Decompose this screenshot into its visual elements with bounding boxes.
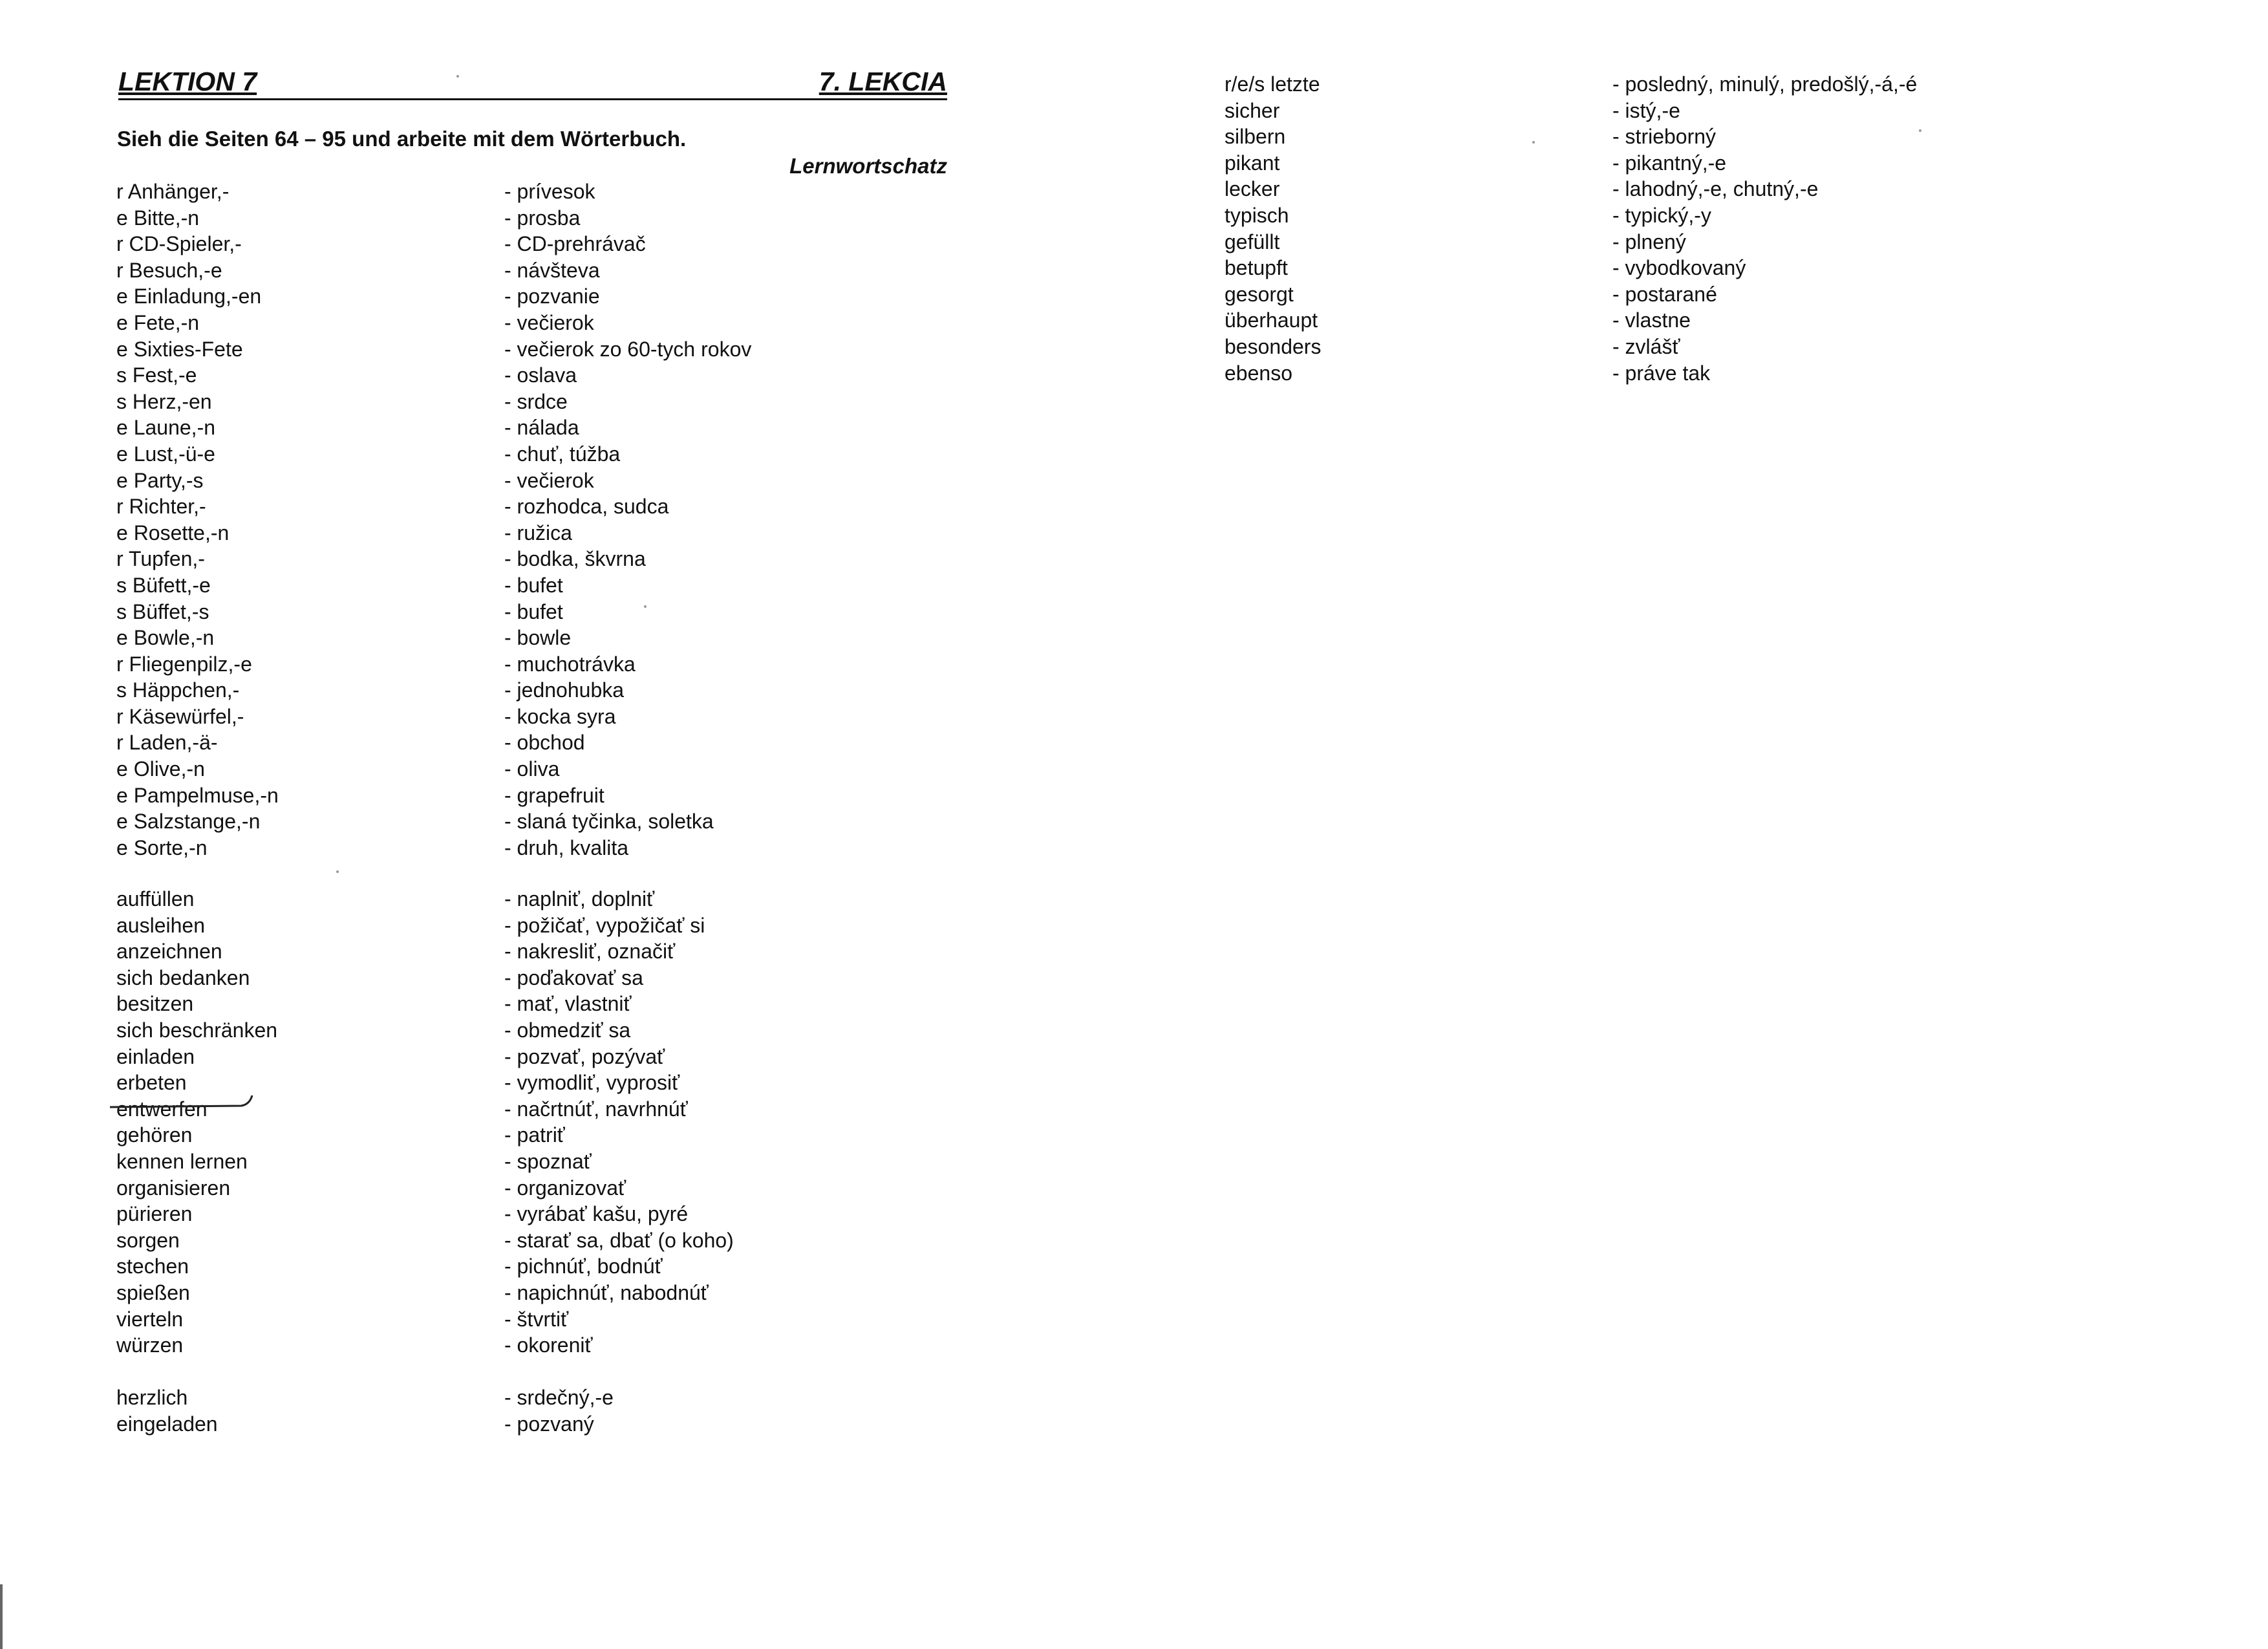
- scan-speck: [456, 75, 459, 78]
- right-page: [1134, 0, 2268, 1649]
- german-term: e Bowle,-n: [116, 626, 215, 650]
- slovak-translation: - okoreniť: [504, 1333, 593, 1357]
- german-term: vierteln: [116, 1307, 184, 1331]
- vocab-row: [116, 520, 840, 546]
- vocab-row: [1225, 307, 2065, 334]
- german-term: sorgen: [116, 1228, 180, 1252]
- german-term: s Häppchen,-: [116, 678, 240, 702]
- lesson-title-slovak: 7. LEKCIA: [818, 67, 947, 96]
- noun-list: [116, 178, 840, 861]
- slovak-translation: - lahodný,-e, chutný,-e: [1612, 177, 1819, 201]
- german-term: sich beschränken: [116, 1018, 278, 1042]
- german-term: gehören: [116, 1123, 193, 1147]
- german-term: e Einladung,-en: [116, 285, 262, 308]
- german-term: e Pampelmuse,-n: [116, 783, 279, 807]
- german-term: r Käsewürfel,-: [116, 704, 244, 728]
- slovak-translation: - obmedziť sa: [504, 1018, 631, 1042]
- slovak-translation: - starať sa, dbať (o koho): [504, 1228, 734, 1252]
- vocab-row: [1225, 150, 2065, 177]
- adjective-adverb-list: [1225, 71, 2065, 386]
- german-term: einladen: [116, 1044, 195, 1068]
- german-term: stechen: [116, 1255, 189, 1278]
- slovak-translation: - večierok zo 60-tych rokov: [504, 337, 752, 361]
- slovak-translation: - bufet: [504, 573, 563, 597]
- slovak-translation: - poďakovať sa: [504, 965, 643, 989]
- vocab-row: [116, 231, 840, 257]
- german-term: sicher: [1225, 98, 1280, 122]
- scan-edge-mark: [0, 1584, 3, 1649]
- slovak-translation: - načrtnúť, navrhnúť: [504, 1097, 688, 1121]
- german-term: s Büffet,-s: [116, 599, 209, 623]
- vocab-row: [1225, 334, 2065, 360]
- german-term: pikant: [1225, 151, 1280, 175]
- vocab-row: [116, 991, 840, 1017]
- german-term: e Olive,-n: [116, 757, 205, 781]
- german-term: überhaupt: [1225, 308, 1318, 332]
- german-term: e Rosette,-n: [116, 521, 230, 544]
- german-term: e Bitte,-n: [116, 206, 200, 230]
- german-term: gefüllt: [1225, 230, 1280, 253]
- slovak-translation: - srdce: [504, 389, 568, 413]
- adjective-list: [116, 1385, 840, 1437]
- slovak-translation: - pichnúť, bodnúť: [504, 1255, 663, 1278]
- slovak-translation: - spoznať: [504, 1149, 592, 1173]
- slovak-translation: - CD-prehrávač: [504, 232, 646, 256]
- german-term: r CD-Spieler,-: [116, 232, 242, 256]
- slovak-translation: - oslava: [504, 363, 577, 387]
- vocab-row: [116, 965, 840, 991]
- vocab-row: [116, 599, 840, 625]
- vocab-row: [116, 1044, 840, 1070]
- vocab-row: [116, 938, 840, 965]
- german-term: s Büfett,-e: [116, 573, 211, 597]
- german-term: auffüllen: [116, 887, 195, 911]
- german-term: e Sorte,-n: [116, 835, 208, 859]
- lesson-title-german: LEKTION 7: [118, 67, 257, 96]
- vocab-row: [116, 441, 840, 468]
- vocab-row: [116, 468, 840, 494]
- slovak-translation: - nálada: [504, 416, 579, 440]
- vocab-row: [1225, 176, 2065, 202]
- vocab-row: [116, 886, 840, 912]
- german-term: herzlich: [116, 1386, 188, 1409]
- slovak-translation: - večierok: [504, 468, 594, 492]
- slovak-translation: - patriť: [504, 1123, 565, 1147]
- vocab-row: [116, 493, 840, 520]
- slovak-translation: - práve tak: [1612, 361, 1711, 385]
- slovak-translation: - posledný, minulý, predošlý,-á,-é: [1612, 72, 1918, 96]
- german-term: r Besuch,-e: [116, 258, 222, 282]
- slovak-translation: - jednohubka: [504, 678, 625, 702]
- german-term: r Richter,-: [116, 495, 206, 519]
- german-term: ausleihen: [116, 913, 205, 937]
- german-term: e Party,-s: [116, 468, 204, 492]
- vocab-row: [116, 415, 840, 441]
- german-term: e Laune,-n: [116, 416, 216, 440]
- slovak-translation: - kocka syra: [504, 704, 616, 728]
- vocab-row: [116, 1332, 840, 1359]
- slovak-translation: - slaná tyčinka, soletka: [504, 810, 714, 834]
- vocab-row: [116, 1175, 840, 1202]
- slovak-translation: - strieborný: [1612, 125, 1717, 149]
- slovak-translation: - bowle: [504, 626, 572, 650]
- german-term: typisch: [1225, 203, 1289, 227]
- slovak-translation: - vyrábať kašu, pyré: [504, 1202, 689, 1226]
- vocab-row: [116, 1385, 840, 1411]
- slovak-translation: - organizovať: [504, 1176, 626, 1200]
- vocab-row: [1225, 255, 2065, 281]
- german-term: e Lust,-ü-e: [116, 442, 215, 466]
- scan-speck: [644, 605, 647, 608]
- slovak-translation: - srdečný,-e: [504, 1386, 614, 1409]
- vocab-row: [116, 546, 840, 572]
- slovak-translation: - vybodkovaný: [1612, 256, 1746, 280]
- section-label: Lernwortschatz: [789, 154, 947, 178]
- german-term: anzeichnen: [116, 940, 222, 964]
- vocab-row: [116, 336, 840, 363]
- vocab-row: [116, 1253, 840, 1280]
- vocab-row: [116, 1017, 840, 1044]
- slovak-translation: - plnený: [1612, 230, 1686, 253]
- german-term: r Anhänger,-: [116, 180, 230, 203]
- header-rule: [118, 98, 947, 100]
- german-term: r Tupfen,-: [116, 547, 205, 571]
- german-term: besitzen: [116, 992, 194, 1016]
- instruction-text: Sieh die Seiten 64 – 95 und arbeite mit dem Wörterbuch.: [117, 127, 687, 151]
- slovak-translation: - návšteva: [504, 258, 600, 282]
- german-term: e Fete,-n: [116, 310, 200, 334]
- slovak-translation: - druh, kvalita: [504, 835, 629, 859]
- vocab-row: [1225, 202, 2065, 229]
- vocab-row: [116, 808, 840, 835]
- slovak-translation: - ružica: [504, 521, 572, 544]
- slovak-translation: - grapefruit: [504, 783, 604, 807]
- slovak-translation: - muchotrávka: [504, 652, 636, 676]
- german-term: r Laden,-ä-: [116, 731, 218, 755]
- vocab-row: [116, 912, 840, 939]
- slovak-translation: - naplniť, doplniť: [504, 887, 655, 911]
- vocab-row: [1225, 71, 2065, 98]
- vocab-row: [1225, 98, 2065, 124]
- handwritten-underline-mark: [109, 1092, 257, 1111]
- slovak-translation: - prosba: [504, 206, 581, 230]
- vocab-row: [116, 283, 840, 310]
- slovak-translation: - chuť, túžba: [504, 442, 621, 466]
- slovak-translation: - požičať, vypožičať si: [504, 913, 705, 937]
- german-term: e Salzstange,-n: [116, 810, 261, 834]
- german-term: besonders: [1225, 334, 1321, 358]
- german-term: sich bedanken: [116, 965, 250, 989]
- slovak-translation: - napichnúť, nabodnúť: [504, 1280, 709, 1304]
- vocab-row: [116, 572, 840, 599]
- slovak-translation: - zvlášť: [1612, 334, 1680, 358]
- vocab-row: [116, 651, 840, 678]
- verb-list: [116, 886, 840, 1359]
- vocab-row: [116, 362, 840, 389]
- vocab-row: [1225, 229, 2065, 255]
- german-term: eingeladen: [116, 1412, 218, 1436]
- german-term: pürieren: [116, 1202, 193, 1226]
- slovak-translation: - obchod: [504, 731, 585, 755]
- vocab-row: [116, 704, 840, 730]
- vocab-row: [116, 756, 840, 782]
- german-term: ebenso: [1225, 361, 1292, 385]
- vocab-row: [116, 677, 840, 704]
- vocab-row: [116, 1148, 840, 1175]
- german-term: würzen: [116, 1333, 184, 1357]
- slovak-translation: - nakresliť, označiť: [504, 940, 676, 964]
- slovak-translation: - mať, vlastniť: [504, 992, 632, 1016]
- german-term: r Fliegenpilz,-e: [116, 652, 252, 676]
- vocab-row: [1225, 124, 2065, 150]
- german-term: silbern: [1225, 125, 1286, 149]
- german-term: s Fest,-e: [116, 363, 197, 387]
- scan-speck: [336, 870, 339, 873]
- vocab-row: [116, 389, 840, 415]
- slovak-translation: - pozvaný: [504, 1412, 594, 1436]
- slovak-translation: - pozvať, pozývať: [504, 1044, 665, 1068]
- vocab-row: [116, 782, 840, 809]
- vocab-row: [116, 205, 840, 232]
- german-term: entwerfen: [116, 1097, 208, 1121]
- vocab-row: [116, 1201, 840, 1227]
- scan-speck: [1532, 141, 1535, 144]
- slovak-translation: - rozhodca, sudca: [504, 495, 669, 519]
- vocab-row: [116, 1411, 840, 1438]
- german-term: erbeten: [116, 1071, 187, 1095]
- german-term: spießen: [116, 1280, 190, 1304]
- slovak-translation: - bodka, škvrna: [504, 547, 646, 571]
- german-term: r/e/s letzte: [1225, 72, 1320, 96]
- vocab-row: [1225, 360, 2065, 387]
- slovak-translation: - štvrtiť: [504, 1307, 569, 1331]
- vocab-row: [1225, 281, 2065, 308]
- slovak-translation: - vlastne: [1612, 308, 1691, 332]
- german-term: kennen lernen: [116, 1149, 248, 1173]
- vocab-row: [116, 1227, 840, 1254]
- vocab-row: [116, 625, 840, 651]
- german-term: e Sixties-Fete: [116, 337, 243, 361]
- slovak-translation: - pozvanie: [504, 285, 600, 308]
- vocab-row: [116, 178, 840, 205]
- slovak-translation: - večierok: [504, 310, 594, 334]
- vocab-row: [116, 1280, 840, 1306]
- scan-speck: [1919, 129, 1921, 132]
- slovak-translation: - typický,-y: [1612, 203, 1711, 227]
- vocab-row: [116, 310, 840, 336]
- german-term: lecker: [1225, 177, 1280, 201]
- slovak-translation: - pikantný,-e: [1612, 151, 1727, 175]
- german-term: betupft: [1225, 256, 1288, 280]
- vocab-row: [116, 729, 840, 756]
- german-term: gesorgt: [1225, 282, 1294, 306]
- vocab-row: [116, 257, 840, 284]
- slovak-translation: - postarané: [1612, 282, 1717, 306]
- slovak-translation: - oliva: [504, 757, 560, 781]
- german-term: s Herz,-en: [116, 389, 212, 413]
- slovak-translation: - vymodliť, vyprosiť: [504, 1071, 680, 1095]
- slovak-translation: - istý,-e: [1612, 98, 1680, 122]
- vocab-row: [116, 835, 840, 861]
- german-term: organisieren: [116, 1176, 231, 1200]
- slovak-translation: - bufet: [504, 599, 563, 623]
- slovak-translation: - prívesok: [504, 180, 595, 203]
- vocab-row: [116, 1122, 840, 1148]
- vocab-row: [116, 1306, 840, 1333]
